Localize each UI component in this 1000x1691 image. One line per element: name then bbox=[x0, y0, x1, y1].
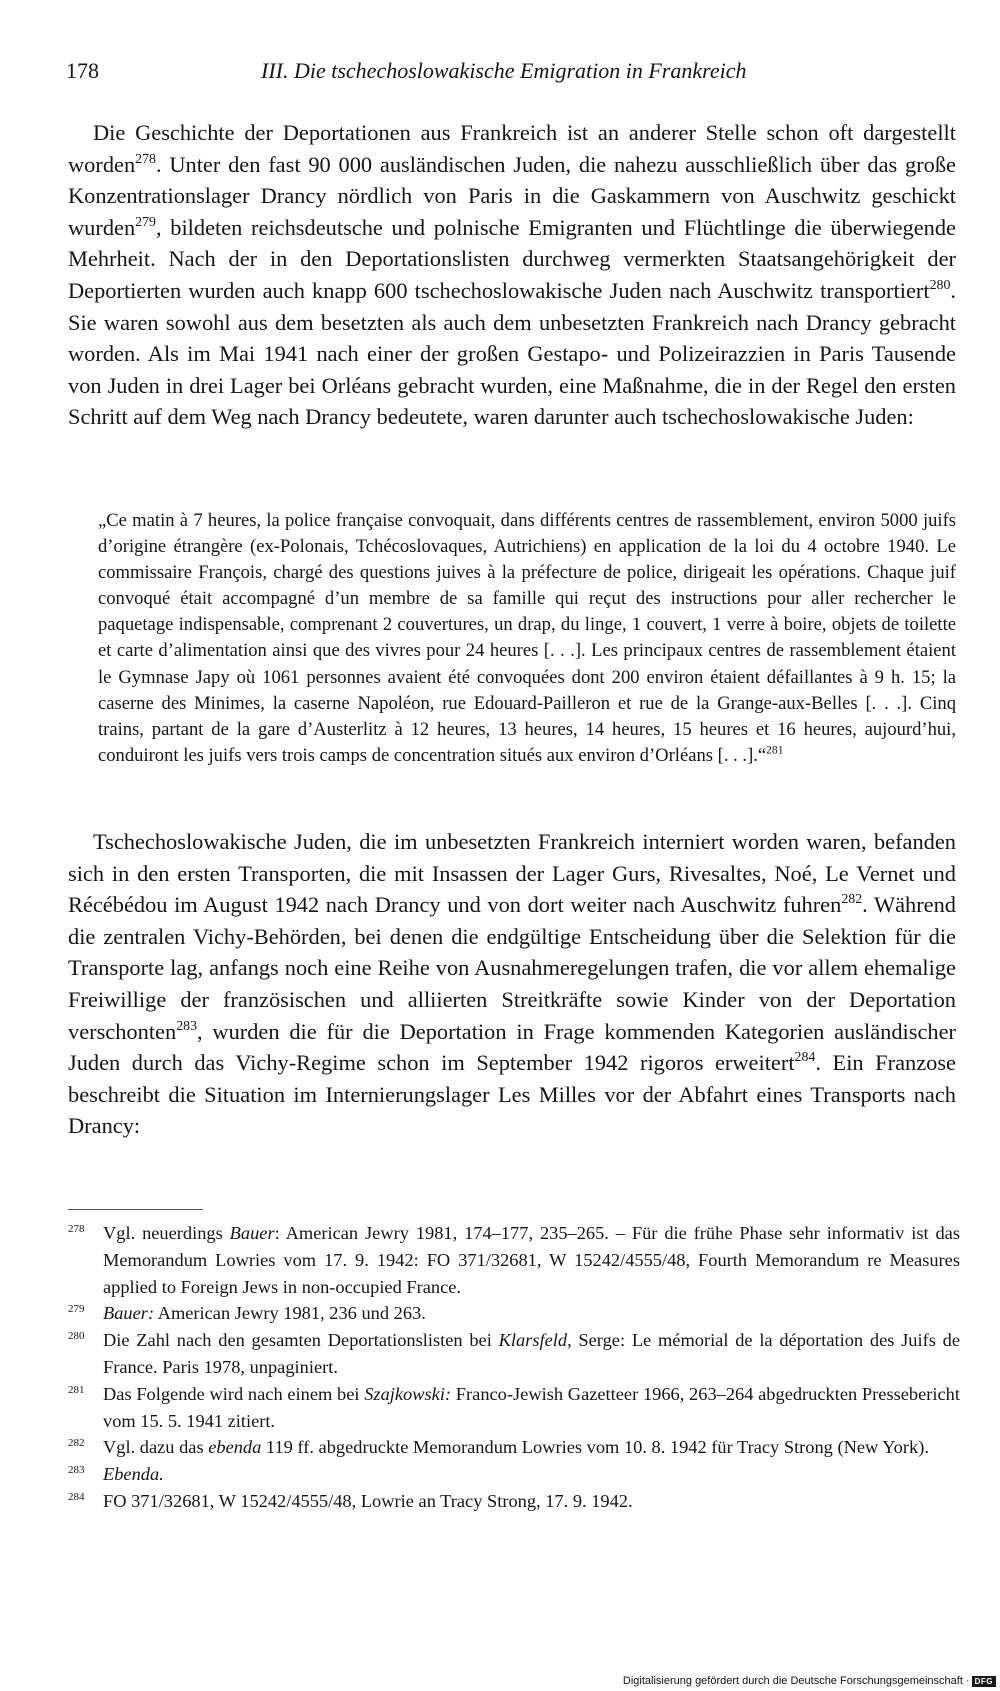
footnote-278 bbox=[68, 1220, 960, 1300]
ebenda-reference: ebenda bbox=[208, 1437, 262, 1458]
footnote-number: 284 bbox=[68, 1490, 85, 1503]
footnote-ref-283[interactable]: 283 bbox=[176, 1018, 197, 1034]
footnote-283 bbox=[68, 1461, 960, 1488]
footnote-text bbox=[103, 1220, 960, 1300]
footnote-ref-282[interactable]: 282 bbox=[841, 892, 863, 908]
text-run: . Sie waren sowohl aus dem besetzten als auch dem unbesetzten Frankreich nach Drancy gebracht worden. Als im Mai 1941 nach einer der großen Gestapo- und Polizeirazzien in Paris Tausende von Juden in drei Lager bei Orléans gebracht wurden, eine Maßnahme, die in der Regel den ersten Schritt auf dem Weg nach Drancy bedeutete, waren darunter auch tschechoslowakische Juden: bbox=[68, 277, 956, 430]
footnote-text bbox=[103, 1434, 960, 1461]
footnote-ref-280[interactable]: 280 bbox=[929, 277, 951, 293]
footnote-ref-279[interactable]: 279 bbox=[135, 214, 156, 230]
text-run: Franco-Jewish Gazetteer 1966, 263–264 abgedruckten Pressebericht vom 15. 5. 1941 zitiert. bbox=[103, 1383, 960, 1431]
text-run: Das Folgende wird nach einem bei bbox=[103, 1383, 365, 1404]
footnote-number: 282 bbox=[68, 1437, 85, 1450]
footnote-number: 279 bbox=[68, 1303, 85, 1316]
footnote-number: 280 bbox=[68, 1330, 85, 1343]
dfg-logo: DFG bbox=[972, 1676, 996, 1687]
text-run: 119 ff. abgedruckte Memorandum Lowries vom 10. 8. 1942 für Tracy Strong (New York). bbox=[261, 1437, 929, 1458]
text-run: , Serge: Le mémorial de la déportation des Juifs de France. Paris 1978, unpaginiert. bbox=[103, 1330, 961, 1377]
footnote-number: 278 bbox=[68, 1223, 85, 1235]
page-number: 178 bbox=[66, 58, 99, 83]
page-header bbox=[66, 58, 961, 90]
footnote-284 bbox=[68, 1488, 960, 1515]
footnote-text bbox=[103, 1381, 960, 1435]
footnote-text bbox=[103, 1300, 960, 1327]
footnote-280 bbox=[68, 1327, 960, 1381]
digitization-credit bbox=[623, 1675, 996, 1687]
text-run: Tschechoslowakische Juden, die im unbesetzten Frankreich interniert worden waren, befanden sich in den ersten Transporten, die mit Insassen der Lager Gurs, Rivesaltes, Noé, Le Vernet und Récébédou im August 1942 nach Drancy und von dort weiter nach Auschwitz fuhren bbox=[68, 829, 956, 918]
footnote-281 bbox=[68, 1381, 960, 1435]
text-run: Die Geschichte der Deportationen aus Frankreich ist an anderer Stelle schon oft dargestellt worden bbox=[68, 120, 956, 177]
credit-text: Digitalisierung gefördert durch die Deutsche Forschungsgemeinschaft · bbox=[622, 1675, 970, 1687]
text-run: . Unter den fast 90 000 ausländischen Juden, die nahezu ausschließlich über das große Konzentrationslager Drancy nördlich von Paris in die Gaskammern von Auschwitz geschickt wurden bbox=[68, 151, 956, 240]
text-run: . Ein Franzose beschreibt die Situation im Internierungslager Les Milles vor der Abfahrt eines Transports nach Drancy: bbox=[68, 1050, 956, 1139]
body-paragraph-2 bbox=[68, 826, 956, 1142]
footnotes bbox=[68, 1220, 960, 1515]
footnote-separator bbox=[68, 1209, 203, 1210]
block-quote bbox=[98, 508, 956, 769]
text-run: American Jewry 1981, 236 und 263. bbox=[154, 1303, 426, 1324]
footnote-279 bbox=[68, 1300, 960, 1327]
quote-text: „Ce matin à 7 heures, la police française convoquait, dans différents centres de rassemblement, environ 5000 juifs d’origine étrangère (ex-Polonais, Tchécoslovaques, Autrichiens) en application de la loi du 4 octobre 1940. Le commissaire François, chargé des questions juives à la préfecture de police, dirigeait les opérations. Chaque juif convoqué était accompagné d’un membre de sa famille qui reçut des instructions pour aller rechercher le paquetage indispensable, comprenant 2 couvertures, un drap, du linge, 1 couvert, 1 verre à boire, objets de toilette et carte d’alimentation ainsi que des vivres pour 24 heures [. . .]. Les principaux centres de rassemblement étaient le Gymnase Japy où 1061 personnes avaient été convoquées dont 200 environ étaient défaillantes à 9 h. 15; la caserne des Minimes, la caserne Napoléon, rue Edouard-Pailleron et rue de la Grange-aux-Belles [. . .]. Cinq trains, partant de la gare d’Austerlitz à 12 heures, 13 heures, 14 heures, 15 heures et 16 heures, aujourd’hui, conduiront les juifs vers trois camps de concentration situés aux environ d’Orléans [. . .].“ bbox=[98, 510, 956, 766]
text-run: Vgl. dazu das bbox=[103, 1437, 209, 1458]
text-run: : American Jewry 1981, 174–177, 235–265. – Für die frühe Phase sehr informativ ist das Memorandum Lowries vom 17. 9. 1942: FO 371/32681, W 15242/4555/48, Fourth Memorandum re Measures applied to Foreign Jews in non-occupied France. bbox=[103, 1223, 960, 1297]
text-run: , wurden die für die Deportation in Frage kommenden Kategorien ausländischer Juden durch das Vichy-Regime schon im September 1942 rigoros erweitert bbox=[68, 1018, 956, 1076]
footnote-text: Ebenda. bbox=[103, 1464, 164, 1485]
body-paragraph-1 bbox=[68, 117, 956, 433]
footnote-ref-281[interactable]: 281 bbox=[766, 744, 784, 757]
footnote-number: 283 bbox=[68, 1464, 85, 1477]
footnote-ref-278[interactable]: 278 bbox=[135, 151, 156, 167]
footnote-number: 281 bbox=[68, 1383, 85, 1396]
author-name: Klarsfeld bbox=[498, 1330, 568, 1351]
text-run: , bildeten reichsdeutsche und polnische Emigranten und Flüchtlinge die überwiegende Mehrheit. Nach der in den Deportationslisten durchweg vermerkten Staatsangehörigkeit der Deportierten wurden auch knapp 600 tschechoslowakische Juden nach Auschwitz transportiert bbox=[68, 214, 956, 303]
author-name: Bauer: bbox=[103, 1303, 155, 1324]
footnote-text bbox=[103, 1327, 960, 1381]
running-head: III. Die tschechoslowakische Emigration in Frankreich bbox=[261, 58, 747, 83]
footnote-text: FO 371/32681, W 15242/4555/48, Lowrie an Tracy Strong, 17. 9. 1942. bbox=[103, 1490, 633, 1511]
footnote-ref-284[interactable]: 284 bbox=[794, 1050, 816, 1066]
author-name: Szajkowski: bbox=[364, 1383, 452, 1404]
text-run: . Während die zentralen Vichy-Behörden, bei denen die endgültige Entscheidung über die Selektion für die Transporte lag, anfangs noch eine Reihe von Ausnahmeregelungen trafen, die vor allem ehemalige Freiwillige der französischen und alliierten Streitkräfte sowie Kinder von der Deportation verschonten bbox=[68, 892, 957, 1044]
author-name: Bauer bbox=[229, 1223, 275, 1243]
footnote-282 bbox=[68, 1434, 960, 1461]
text-run: Vgl. neuerdings bbox=[103, 1223, 230, 1243]
text-run: Die Zahl nach den gesamten Deportationslisten bei bbox=[103, 1330, 499, 1351]
